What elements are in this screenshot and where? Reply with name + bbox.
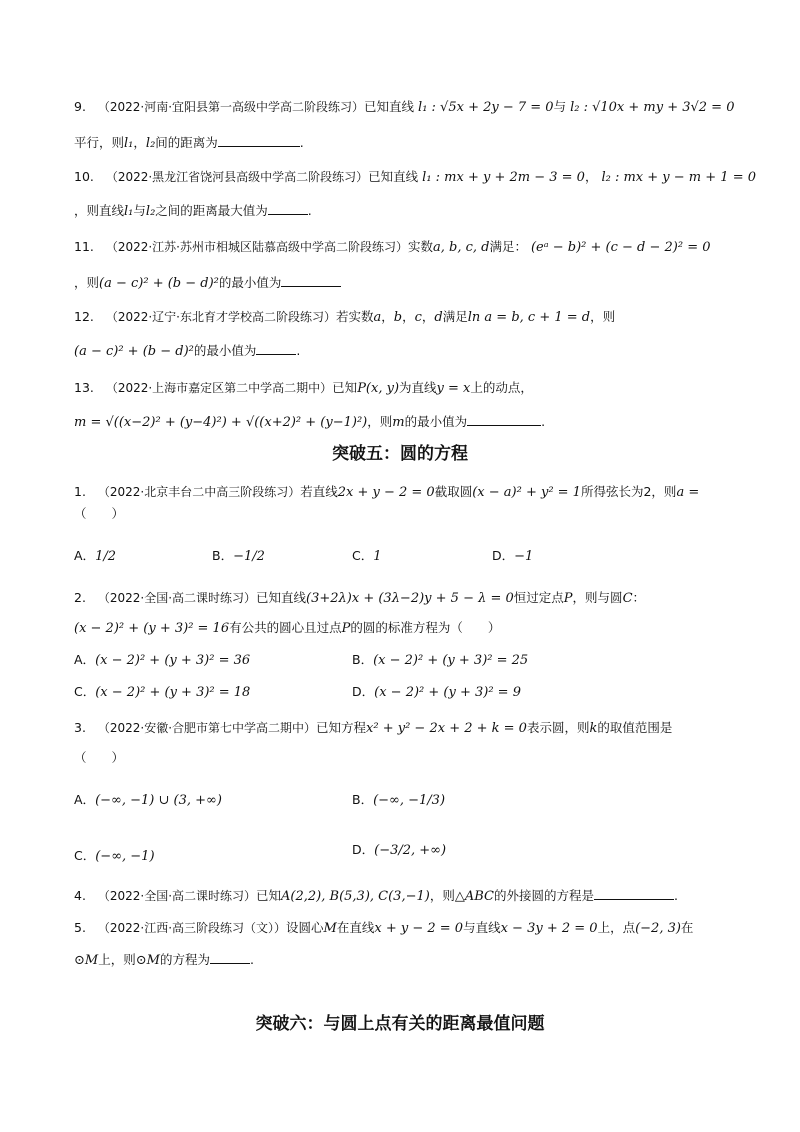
problem-11-line-1: 11. （2022·江苏·苏州市相城区陆慕高级中学高二阶段练习）实数a, b, c, d满足： (eᵃ − b)² + (c − d − 2)² = 0	[74, 239, 711, 255]
answer-blank	[268, 202, 308, 215]
problem-11-line-2: ，则(a − c)² + (b − d)²的最小值为	[74, 273, 341, 294]
question-2-line-2: (x − 2)² + (y + 3)² = 16有公共的圆心且过点P的圆的标准方程为（ ）	[74, 620, 501, 636]
answer-blank	[594, 887, 674, 900]
q2-option-c: C．(x − 2)² + (y + 3)² = 18	[74, 684, 251, 700]
question-1-line-1: 1. （2022·北京丰台二中高三阶段练习）若直线2x + y − 2 = 0截取圆(x − a)² + y² = 1所得弦长为2，则a =	[74, 484, 700, 500]
q3-option-b: B．(−∞, −1/3)	[352, 792, 446, 808]
answer-blank	[281, 274, 341, 287]
answer-blank	[210, 951, 250, 964]
question-3-line-2: （ ）	[74, 750, 125, 765]
answer-blank	[256, 342, 296, 355]
section-6-title: 突破六：与圆上点有关的距离最值问题	[255, 1014, 545, 1034]
answer-blank	[218, 134, 300, 147]
question-4-line-1: 4. （2022·全国·高二课时练习）已知A(2,2), B(5,3), C(3,−1)，则△ABC的外接圆的方程是 .	[74, 888, 678, 904]
problem-12-line-2: (a − c)² + (b − d)²的最小值为 .	[74, 343, 301, 359]
problem-9-line-2: 平行，则l₁，l₂间的距离为 .	[74, 135, 304, 151]
q2-option-d: D．(x − 2)² + (y + 3)² = 9	[352, 684, 521, 700]
question-5-line-2: ⊙M上，则⊙M的方程为 .	[74, 952, 254, 968]
problem-10-line-1: 10. （2022·黑龙江省饶河县高级中学高二阶段练习）已知直线 l₁ : mx + y + 2m − 3 = 0， l₂ : mx + y − m + 1 = 0	[74, 169, 756, 185]
q2-option-a: A．(x − 2)² + (y + 3)² = 36	[74, 652, 251, 668]
section-5-title: 突破五：圆的方程	[332, 444, 468, 464]
question-5-line-1: 5. （2022·江西·高三阶段练习（文））设圆心M在直线x + y − 2 = 0与直线x − 3y + 2 = 0上，点(−2, 3)在	[74, 920, 694, 936]
question-2-line-1: 2. （2022·全国·高二课时练习）已知直线(3+2λ)x + (3λ−2)y + 5 − λ = 0恒过定点P，则与圆C：	[74, 590, 646, 606]
q3-option-a: A．(−∞, −1) ∪ (3, +∞)	[74, 792, 222, 808]
q1-option-a: A．1/2	[74, 548, 116, 564]
problem-13-line-1: 13. （2022·上海市嘉定区第二中学高二期中）已知P(x, y)为直线y = x上的动点，	[74, 380, 533, 396]
q2-option-b: B．(x − 2)² + (y + 3)² = 25	[352, 652, 529, 668]
q3-option-c: C．(−∞, −1)	[74, 848, 155, 864]
question-1-line-2: （ ）	[74, 506, 125, 521]
q1-option-c: C．1	[352, 548, 382, 564]
problem-10-line-2: ，则直线l₁与l₂之间的距离最大值为 .	[74, 203, 312, 219]
q1-option-b: B．−1/2	[212, 548, 265, 564]
problem-13-line-2: m = √((x−2)² + (y−4)²) + √((x+2)² + (y−1)²)，则m的最小值为 .	[74, 414, 546, 430]
answer-blank	[467, 413, 541, 426]
problem-9-line-1: 9. （2022·河南·宜阳县第一高级中学高二阶段练习）已知直线 l₁ : √5x + 2y − 7 = 0与 l₂ : √10x + my + 3√2 = 0	[74, 99, 735, 115]
problem-12-line-1: 12. （2022·辽宁·东北育才学校高二阶段练习）若实数a，b，c，d满足ln a = b, c + 1 = d，则	[74, 309, 616, 325]
q3-option-d: D．(−3/2, +∞)	[352, 842, 447, 858]
q1-option-d: D．−1	[492, 548, 534, 564]
question-3-line-1: 3. （2022·安徽·合肥市第七中学高二期中）已知方程x² + y² − 2x + 2 + k = 0表示圆，则k的取值范围是	[74, 720, 673, 736]
